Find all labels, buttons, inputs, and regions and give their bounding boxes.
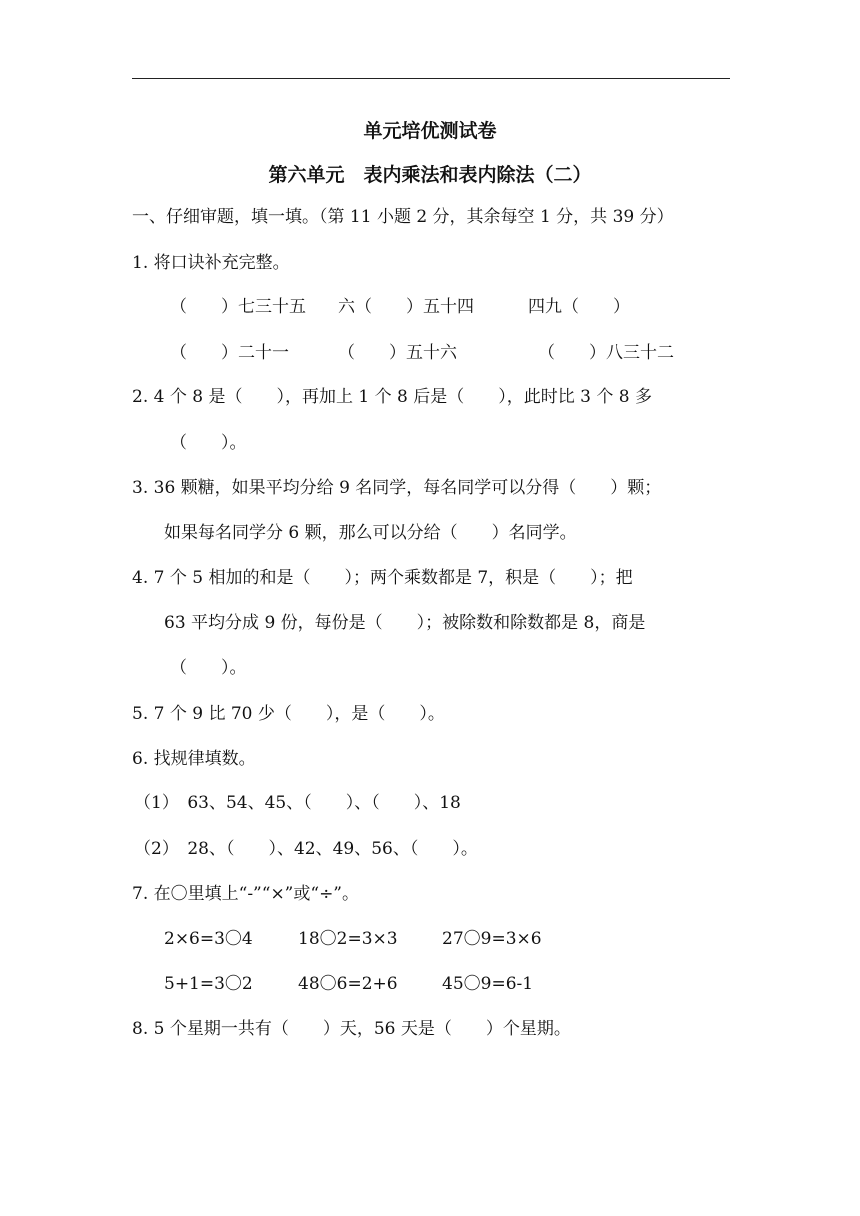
q7-expr-5[interactable]: 48〇6=2+6 (298, 974, 398, 994)
question-6-part-2[interactable]: （2） 28、（ ）、42、49、56、（ ）。 (134, 839, 478, 859)
q7-expr-1[interactable]: 2×6=3〇4 (164, 929, 253, 949)
question-2-line-1[interactable]: 2. 4 个 8 是（ ），再加上 1 个 8 后是（ ），此时比 3 个 8 多 (132, 387, 652, 407)
question-4-line-2[interactable]: 63 平均分成 9 份，每份是（ ）；被除数和除数都是 8，商是 (164, 613, 646, 633)
q7-expr-4[interactable]: 5+1=3〇2 (164, 974, 253, 994)
page-title: 单元培优测试卷 (363, 120, 497, 142)
q1-blank-2[interactable]: 六（ ）五十四 (338, 297, 474, 317)
question-3-line-2[interactable]: 如果每名同学分 6 颗，那么可以分给（ ）名同学。 (164, 523, 577, 543)
question-6-part-1[interactable]: （1） 63、54、45、（ ）、（ ）、18 (134, 793, 461, 813)
question-4-line-1[interactable]: 4. 7 个 5 相加的和是（ ）；两个乘数都是 7，积是（ ）；把 (132, 568, 633, 588)
question-6-stem: 6. 找规律填数。 (132, 749, 256, 769)
q1-blank-1[interactable]: （ ）七三十五 (170, 297, 306, 317)
page-subtitle: 第六单元 表内乘法和表内除法（二） (268, 164, 592, 186)
q1-blank-4[interactable]: （ ）二十一 (170, 343, 289, 363)
q1-blank-5[interactable]: （ ）五十六 (338, 343, 457, 363)
q7-expr-3[interactable]: 27〇9=3×6 (442, 929, 542, 949)
header-rule (132, 78, 730, 79)
question-2-line-2[interactable]: （ ）。 (170, 433, 247, 453)
question-8-line-1[interactable]: 8. 5 个星期一共有（ ）天，56 天是（ ）个星期。 (132, 1019, 571, 1039)
question-7-stem: 7. 在〇里填上“-”“×”或“÷”。 (132, 884, 360, 904)
section-heading: 一、仔细审题，填一填。（第 11 小题 2 分，其余每空 1 分，共 39 分） (132, 207, 674, 227)
q7-expr-6[interactable]: 45〇9=6-1 (442, 974, 534, 994)
question-1-stem: 1. 将口诀补充完整。 (132, 253, 290, 273)
question-5-line-1[interactable]: 5. 7 个 9 比 70 少（ ），是（ ）。 (132, 704, 445, 724)
question-3-line-1[interactable]: 3. 36 颗糖，如果平均分给 9 名同学，每名同学可以分得（ ）颗； (132, 478, 662, 498)
q7-expr-2[interactable]: 18〇2=3×3 (298, 929, 398, 949)
q1-blank-6[interactable]: （ ）八三十二 (538, 343, 674, 363)
question-4-line-3[interactable]: （ ）。 (170, 658, 247, 678)
q1-blank-3[interactable]: 四九（ ） (528, 297, 630, 317)
